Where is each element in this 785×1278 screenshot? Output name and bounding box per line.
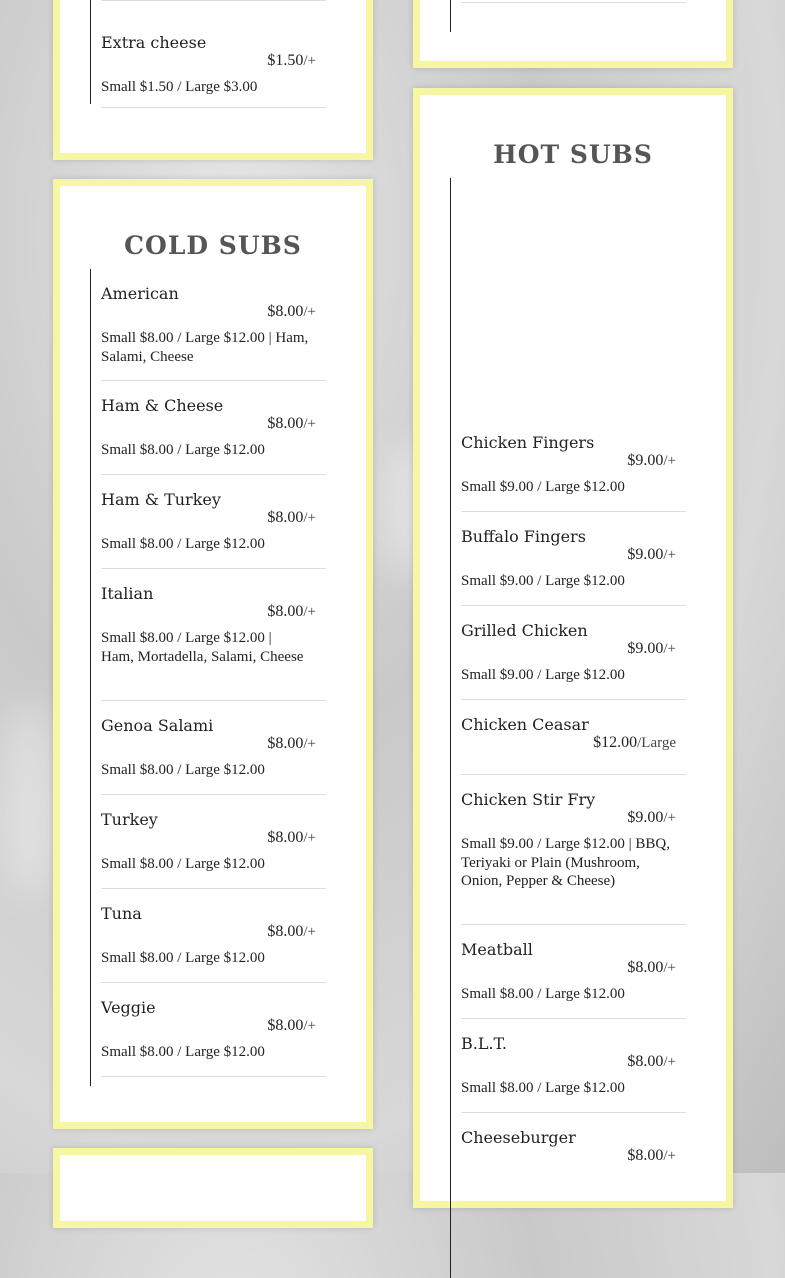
- cold-subs-card: [53, 179, 373, 1129]
- item-price: [627, 546, 676, 564]
- menu-item: [101, 33, 326, 103]
- item-price-value: $8.00: [267, 603, 304, 620]
- item-price: [593, 734, 676, 752]
- card-divider-line: [90, 269, 91, 1086]
- item-price-value: $1.50: [267, 52, 304, 69]
- item-description: Small $1.50 / Large $3.00: [101, 79, 258, 95]
- item-name: Turkey: [101, 810, 158, 829]
- item-price: [627, 1147, 676, 1165]
- background-blur: [0, 700, 60, 900]
- previous-card: [413, 0, 733, 68]
- item-description: Small $8.00 / Large $12.00: [461, 986, 625, 1002]
- item-price: [267, 603, 316, 621]
- separator: [101, 700, 326, 701]
- menu-item: [461, 790, 686, 910]
- separator: [101, 794, 326, 795]
- item-price-suffix: /Large: [637, 735, 676, 751]
- item-price: [267, 829, 316, 847]
- item-name: Buffalo Fingers: [461, 527, 586, 546]
- menu-item: [461, 940, 686, 1000]
- item-price-value: $12.00: [593, 734, 638, 751]
- card-divider-line: [450, 178, 451, 1278]
- section-title: COLD SUBS: [124, 231, 302, 260]
- menu-item: [461, 527, 686, 587]
- section-title: HOT SUBS: [493, 140, 653, 169]
- item-price-suffix: /+: [303, 736, 316, 752]
- separator: [101, 888, 326, 889]
- item-price-suffix: /+: [303, 416, 316, 432]
- item-price-value: $8.00: [627, 1147, 664, 1164]
- separator: [101, 380, 326, 381]
- item-price: [267, 735, 316, 753]
- item-name: Chicken Stir Fry: [461, 790, 596, 809]
- separator: [461, 699, 686, 700]
- item-price-value: $9.00: [627, 546, 664, 563]
- separator: [101, 474, 326, 475]
- menu-item: [461, 1034, 686, 1094]
- separator: [461, 1112, 686, 1113]
- item-description: Small $8.00 / Large $12.00: [101, 762, 265, 778]
- item-price-suffix: /+: [663, 1148, 676, 1164]
- item-name: Ham & Turkey: [101, 490, 221, 509]
- item-name: Chicken Fingers: [461, 433, 595, 452]
- item-price-value: $8.00: [267, 509, 304, 526]
- item-price-suffix: /+: [663, 960, 676, 976]
- separator: [461, 924, 686, 925]
- menu-item: [101, 716, 326, 776]
- item-price: [267, 303, 316, 321]
- item-description: Small $8.00 / Large $12.00: [101, 442, 265, 458]
- separator: [101, 982, 326, 983]
- item-price-suffix: /+: [303, 304, 316, 320]
- menu-item: [101, 284, 326, 374]
- item-price-suffix: /+: [303, 53, 316, 69]
- item-price-value: $9.00: [627, 809, 664, 826]
- item-description: Small $9.00 / Large $12.00: [461, 667, 625, 683]
- item-name: Italian: [101, 584, 154, 603]
- item-price: [267, 1017, 316, 1035]
- item-price-suffix: /+: [303, 510, 316, 526]
- item-price: [627, 640, 676, 658]
- item-description: Small $9.00 / Large $12.00: [461, 573, 625, 589]
- item-description: Small $8.00 / Large $12.00 | Ham, Mortadella, Salami, Cheese: [101, 630, 304, 665]
- item-price: [627, 809, 676, 827]
- separator: [101, 568, 326, 569]
- item-name: Genoa Salami: [101, 716, 214, 735]
- item-price-value: $8.00: [627, 959, 664, 976]
- item-name: Ham & Cheese: [101, 396, 224, 415]
- menu-item: [461, 1128, 686, 1188]
- separator: [461, 605, 686, 606]
- item-description: Small $8.00 / Large $12.00: [461, 1080, 625, 1096]
- item-price: [267, 923, 316, 941]
- item-price-value: $8.00: [267, 415, 304, 432]
- item-name: Veggie: [101, 998, 156, 1017]
- menu-item: [101, 904, 326, 964]
- item-description: Small $9.00 / Large $12.00 | BBQ, Teriyaki or Plain (Mushroom, Onion, Pepper & Cheese): [461, 836, 670, 889]
- item-description: Small $8.00 / Large $12.00 | Ham, Salami, Cheese: [101, 330, 309, 365]
- item-price-value: $8.00: [267, 829, 304, 846]
- next-card: [53, 1148, 373, 1228]
- extras-card: [53, 0, 373, 160]
- item-price-value: $8.00: [267, 735, 304, 752]
- separator: [101, 0, 326, 1]
- item-name: Grilled Chicken: [461, 621, 588, 640]
- item-price-suffix: /+: [663, 641, 676, 657]
- menu-item: [461, 715, 686, 765]
- item-price: [627, 1053, 676, 1071]
- menu-item: [461, 433, 686, 493]
- item-price-value: $8.00: [267, 1017, 304, 1034]
- menu-item: [461, 621, 686, 681]
- menu-item: [101, 490, 326, 550]
- item-price-suffix: /+: [303, 604, 316, 620]
- item-name: B.L.T.: [461, 1034, 507, 1053]
- item-price-value: $8.00: [267, 923, 304, 940]
- card-divider-line: [450, 0, 451, 32]
- menu-item: [101, 584, 326, 684]
- item-price: [627, 452, 676, 470]
- item-price: [267, 509, 316, 527]
- separator: [101, 107, 326, 108]
- item-price-value: $9.00: [627, 452, 664, 469]
- separator: [461, 1018, 686, 1019]
- separator: [461, 511, 686, 512]
- item-price-value: $8.00: [267, 303, 304, 320]
- hot-subs-card: [413, 88, 733, 1208]
- separator: [461, 2, 686, 3]
- item-description: Small $8.00 / Large $12.00: [101, 856, 265, 872]
- item-description: Small $8.00 / Large $12.00: [101, 950, 265, 966]
- item-price-suffix: /+: [303, 1018, 316, 1034]
- item-price: [267, 52, 316, 70]
- menu-item: [101, 810, 326, 870]
- item-price: [267, 415, 316, 433]
- item-price-suffix: /+: [663, 1054, 676, 1070]
- item-description: Small $9.00 / Large $12.00: [461, 479, 625, 495]
- item-name: American: [101, 284, 179, 303]
- item-name: Extra cheese: [101, 33, 207, 52]
- card-divider-line: [90, 0, 91, 104]
- item-price-value: $8.00: [627, 1053, 664, 1070]
- item-price-suffix: /+: [663, 547, 676, 563]
- item-price-suffix: /+: [663, 810, 676, 826]
- separator: [101, 1076, 326, 1077]
- item-name: Tuna: [101, 904, 142, 923]
- item-name: Cheeseburger: [461, 1128, 576, 1147]
- separator: [461, 774, 686, 775]
- item-description: Small $8.00 / Large $12.00: [101, 1044, 265, 1060]
- item-price-suffix: /+: [663, 453, 676, 469]
- menu-item: [101, 396, 326, 456]
- item-price-suffix: /+: [303, 830, 316, 846]
- item-description: Small $8.00 / Large $12.00: [101, 536, 265, 552]
- item-price: [627, 959, 676, 977]
- menu-item: [101, 998, 326, 1058]
- item-name: Chicken Ceasar: [461, 715, 589, 734]
- item-price-value: $9.00: [627, 640, 664, 657]
- item-name: Meatball: [461, 940, 533, 959]
- item-price-suffix: /+: [303, 924, 316, 940]
